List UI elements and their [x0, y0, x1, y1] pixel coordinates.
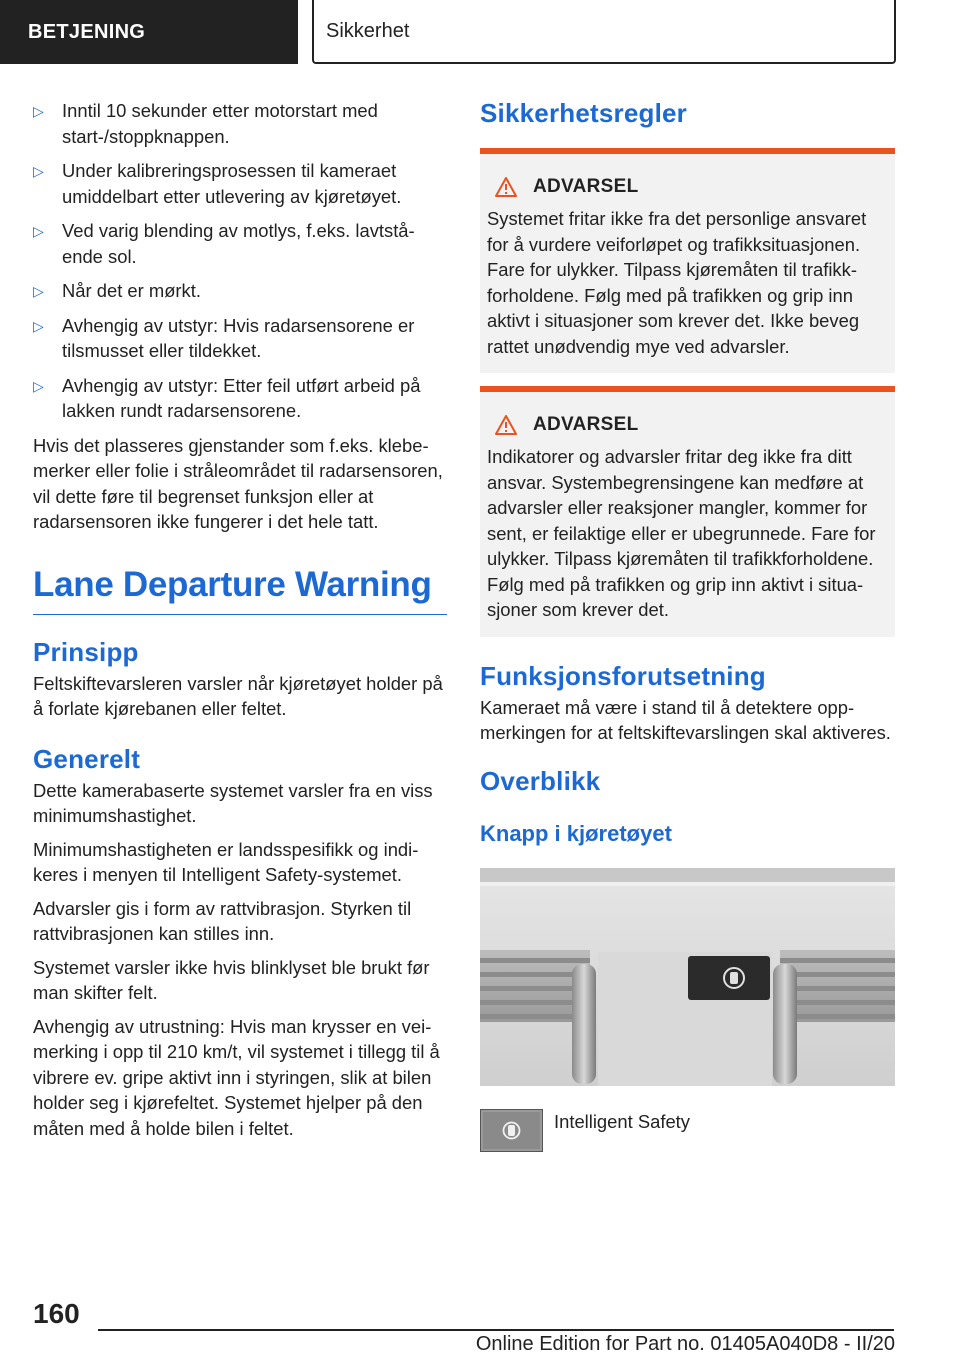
header-section-tab: BETJENING [0, 0, 298, 64]
generelt-paragraph: Avhengig av utrustning: Hvis man krysser en veimerking i opp til 210 km/t, vil systemet i tillegg til å vibrere ev. gripe aktivt inn i styringen, slik at bilen holder seg i kjørefeltet. Systemet hjelper på den måten med å holde bilen i feltet. [33, 1015, 440, 1139]
overblikk-heading: Overblikk [480, 765, 601, 796]
list-item: ▷ Inntil 10 sekunder etter motorstart med start-/stoppknappen. [33, 100, 378, 147]
list-item: ▷ Avhengig av utstyr: Hvis radarsensorene er tilsmusset eller tildekket. [33, 314, 415, 361]
list-item: ▷ Avhengig av utstyr: Etter feil utført arbeid på lakken rundt radarsensorene. [33, 374, 421, 421]
condition-list [33, 98, 447, 424]
legend-label: Intelligent Safety [554, 1110, 690, 1132]
bullet-triangle-icon: ▷ [33, 317, 44, 334]
knapp-subheading: Knapp i kjøretøyet [480, 820, 672, 846]
generelt-paragraph: Systemet varsler ikke hvis blinklyset ble brukt før man skifter felt. [33, 956, 430, 1003]
right-column [480, 98, 895, 1152]
funksjon-heading: Funksjonsforutsetning [480, 660, 766, 691]
warning-box [480, 148, 895, 373]
warning-title: ADVARSEL [533, 414, 639, 435]
generelt-paragraph: Advarsler gis i form av rattvibrasjon. Styrken til rattvibrasjonen kan stilles inn. [33, 897, 412, 944]
bullet-triangle-icon: ▷ [33, 223, 44, 239]
warning-text: Indikatorer og advarsler fritar deg ikke fra ditt ansvar. Systembegrensingene kan medføre at advarsler eller reaksjoner mangler, kommer for sent, er feilaktige eller er ubegrunnede. Fare for ulykker. Tilpass kjøremåten til trafikkforholdene. Følg med på trafikken og grip inn aktivt i situasjoner som krever det. [487, 446, 876, 620]
warning-triangle-icon [495, 177, 517, 197]
header-subsection-tab: Sikkerhet [312, 0, 896, 64]
list-item: ▷ Ved varig blending av motlys, f.eks. lavtstående sol. [33, 220, 415, 267]
prinsipp-text: Feltskiftevarsleren varsler når kjøretøyet holder på å forlate kjørebanen eller feltet. [33, 672, 443, 719]
intelligent-safety-button-icon [480, 1109, 543, 1152]
bullet-triangle-icon: ▷ [33, 377, 44, 394]
section-title: Lane Departure Warning [33, 565, 447, 615]
warning-triangle-icon [495, 415, 517, 435]
legend-row [480, 1109, 895, 1152]
bullet-triangle-icon: ▷ [33, 103, 44, 119]
page-number: 160 [33, 1298, 80, 1329]
bullet-triangle-icon: ▷ [33, 163, 44, 179]
left-column [33, 98, 447, 1149]
sikkerhetsregler-heading: Sikkerhetsregler [480, 98, 687, 128]
footer-divider [98, 1329, 894, 1331]
radar-paragraph: Hvis det plasseres gjenstander som f.eks. klebemerker eller folie i stråleområdet til radarsensoren, vil dette føre til begrenset funksjon eller at radarsensoren ikke fungerer i det hele tatt. [33, 434, 443, 532]
generelt-paragraph: Minimumshastigheten er landsspesifikk og indikeres i menyen til Intelligent Safety-systemet. [33, 838, 419, 885]
button-location-photo [480, 868, 895, 1086]
list-item: ▷ Når det er mørkt. [33, 278, 447, 304]
list-item: ▷ Under kalibreringsprosessen til kameraet umiddelbart etter utlevering av kjøretøyet. [33, 160, 402, 207]
bullet-triangle-icon: ▷ [33, 283, 44, 299]
warning-box [480, 386, 895, 637]
prinsipp-heading: Prinsipp [33, 636, 139, 667]
generelt-paragraph: Dette kamerabaserte systemet varsler fra en viss minimumshastighet. [33, 779, 433, 826]
funksjon-text: Kameraet må være i stand til å detektere oppmerkingen for at feltskiftevarslingen skal aktiveres. [480, 696, 891, 743]
warning-title: ADVARSEL [533, 176, 639, 197]
warning-text: Systemet fritar ikke fra det personlige ansvaret for å vurdere veiforløpet og trafikksituasjonen. Fare for ulykker. Tilpass kjøremåten til trafikkforholdene. Følg med på trafikken og grip inn aktivt i situasjoner som krever det. Ikke beveg rattet unødvendig mye ved advarsler. [487, 208, 867, 357]
generelt-heading: Generelt [33, 743, 141, 774]
footer-edition: Online Edition for Part no. 01405A040D8 - II/20 [475, 1333, 895, 1355]
